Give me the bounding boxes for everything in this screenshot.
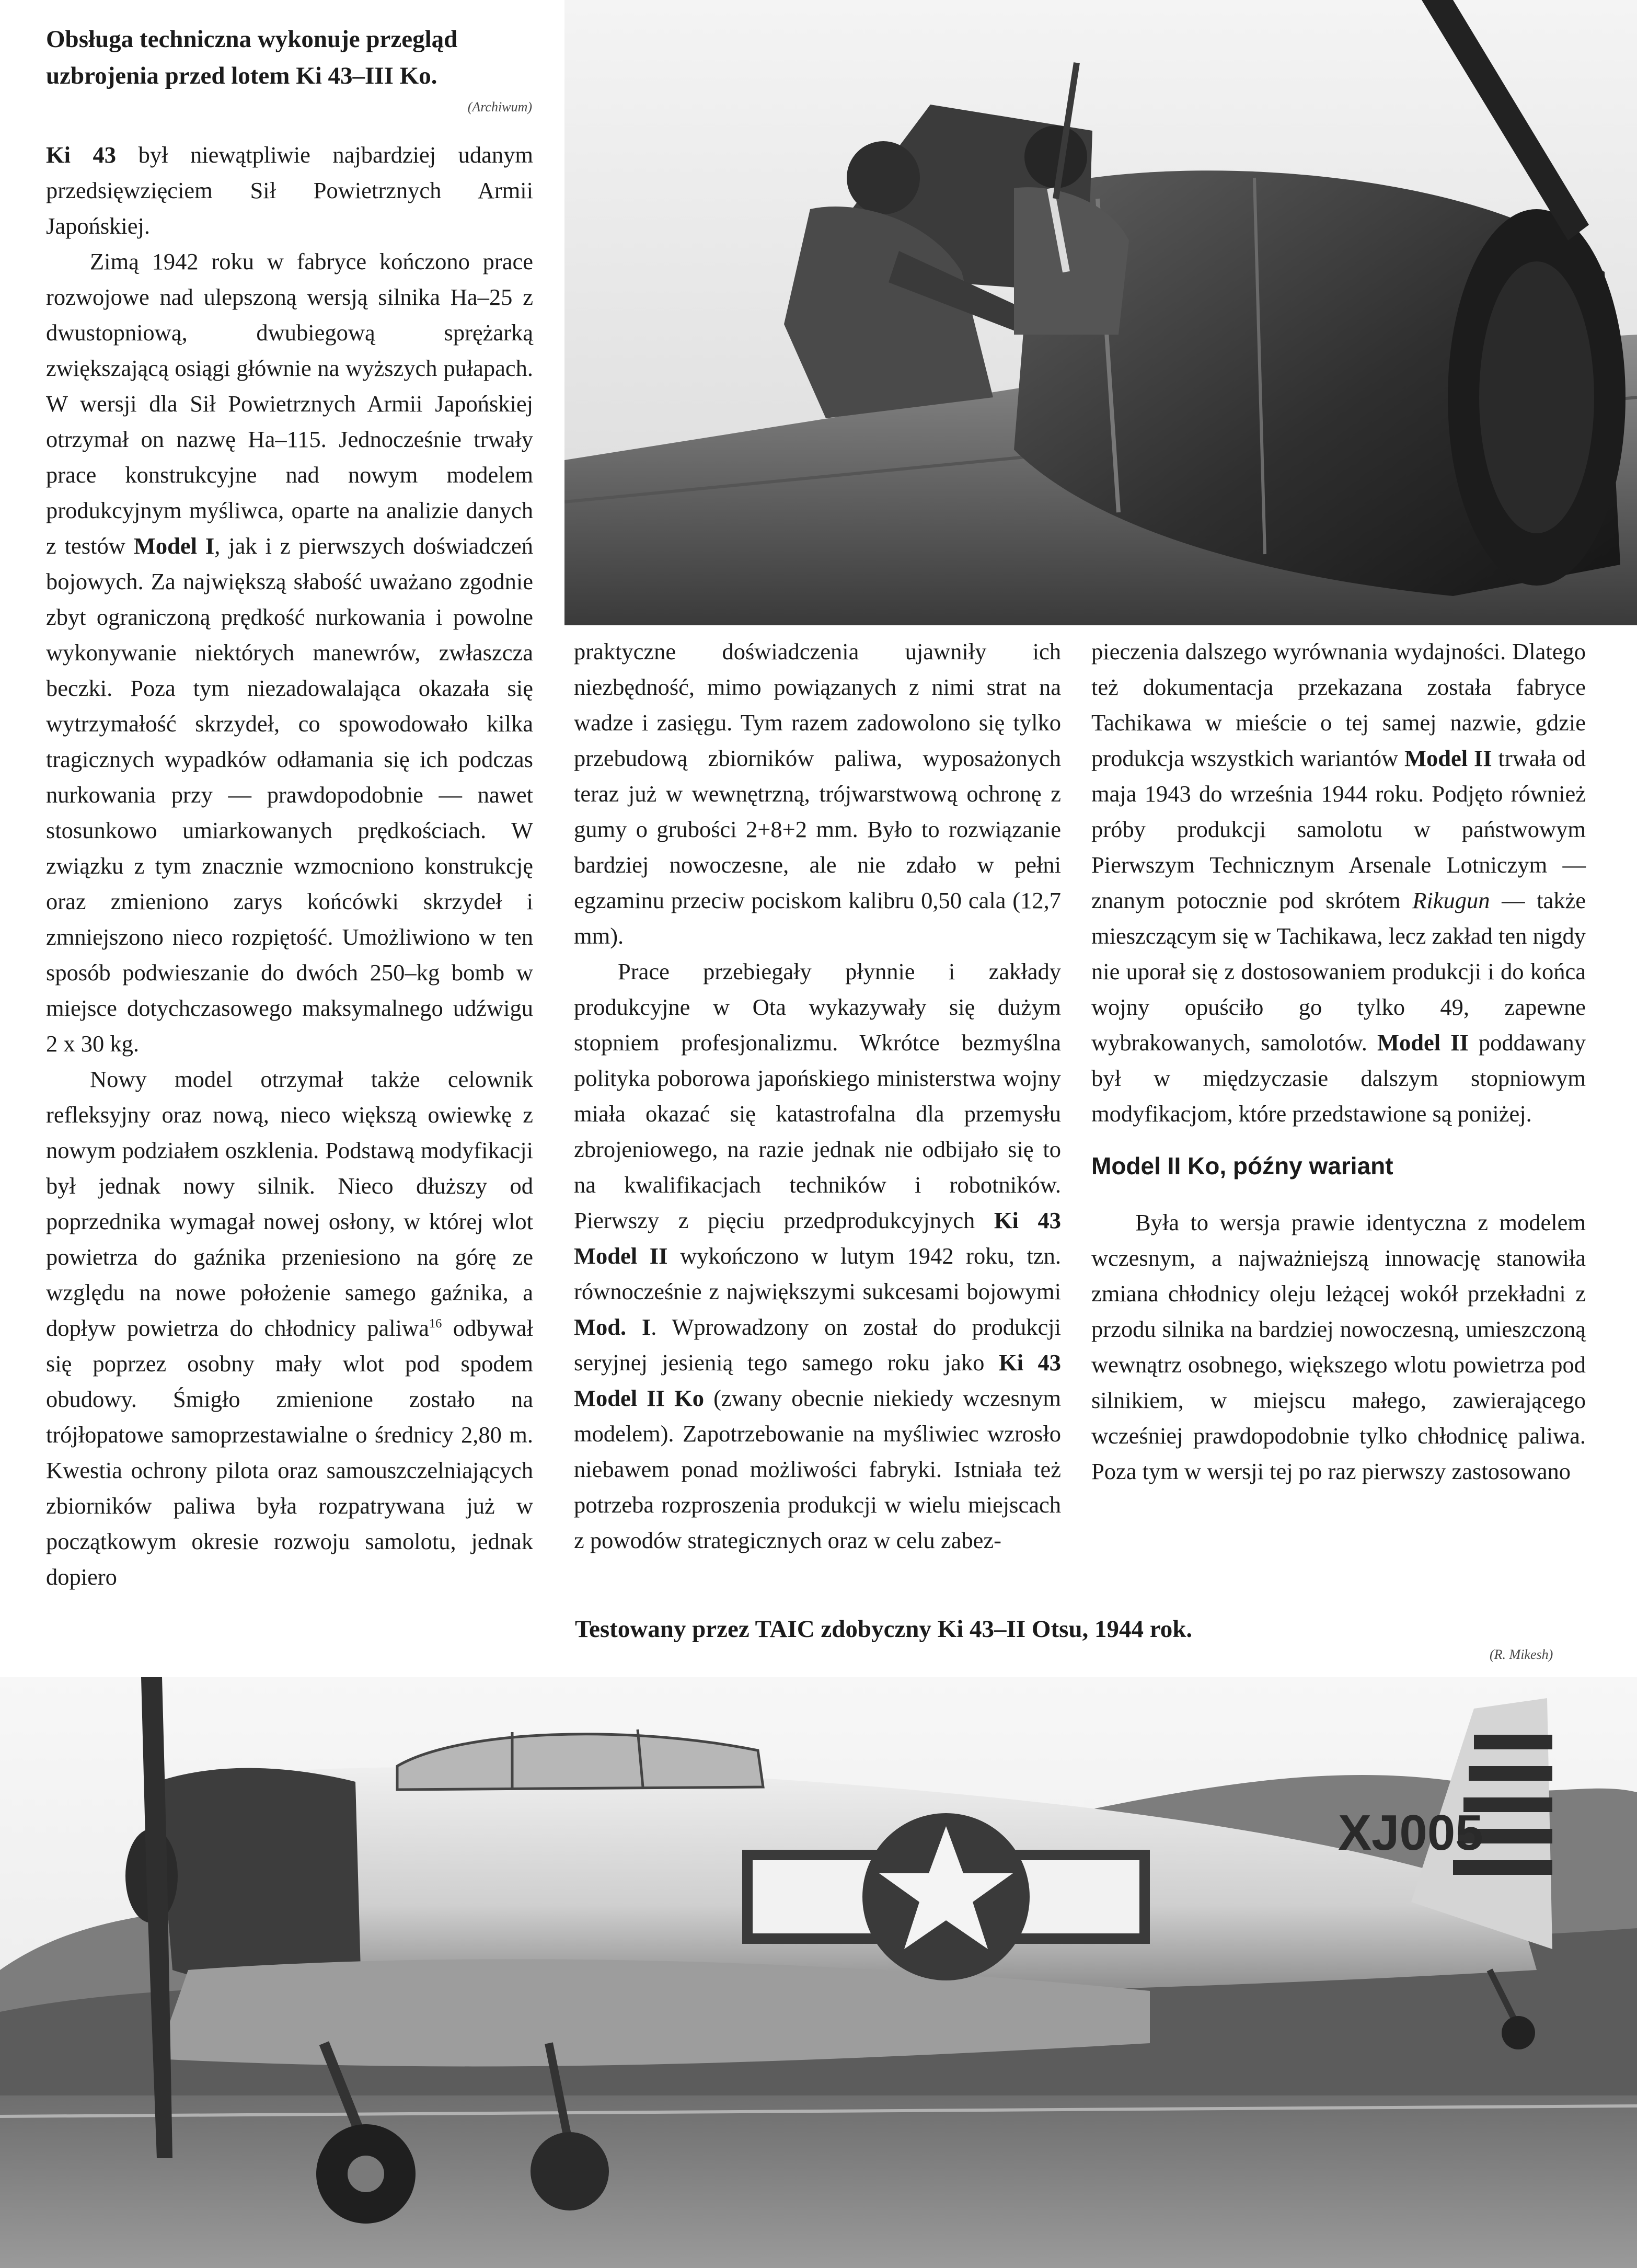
paragraph: Ki 43 był niewątpliwie najbardziej udanym przedsięwzięciem Sił Powietrznych Armii Japońskiej. xyxy=(46,142,533,239)
paragraph: praktyczne doświadczenia ujawniły ich niezbędność, mimo powiązanych z nimi strat na wadze i zasięgu. Tym razem zadowolono się tylko przebudową zbiorników paliwa, wyposażonych teraz już w wewnętrzną, trójwarstwową ochronę z gumy o grubości 2+8+2 mm. Było to rozwiązanie bardziej nowoczesne, ale nie zdało w pełni egzaminu przeciw pociskom kalibru 0,50 cala (12,7 mm). xyxy=(574,638,1061,949)
text-column-3 xyxy=(1091,634,1586,1489)
photo-mechanics-engine xyxy=(564,0,1637,625)
text-column-2 xyxy=(574,634,1061,1558)
paragraph: Była to wersja prawie identyczna z modelem wczesnym, a najważniejszą innowację stanowiła zmiana chłodnicy oleju leżącej wokół przekładni z przodu silnika na bardziej nowoczesną, umieszczoną wewnątrz osobnego, większego wlotu powietrza pod silnikiem, w miejscu małego, zawierającego wcześniej prawdopodobnie tylko chłodnicę paliwa. Poza tym w wersji tej po raz pierwszy zastosowano xyxy=(1091,1209,1586,1484)
paragraph: Nowy model otrzymał także celownik refleksyjny oraz nową, nieco większą owiewkę z nowym podziałem oszklenia. Podstawą modyfikacji był jednak nowy silnik. Nieco dłuższy od poprzednika wymagał nowej osłony, w której wlot powietrza do gaźnika przeniesiono na górę ze względu na nowe położenie samego gaźnika, a dopływ powietrza do chłodnicy paliwa$^{16}$ odbywał się poprzez osobny mały wlot pod spodem obudowy. Śmigło zmienione zostało na trójłopatowe samoprzestawialne o średnicy 2,80 m. Kwestia ochrony pilota oraz samouszczelniających zbiorników paliwa była rozpatrywana już w początkowym okresie rozwoju samolotu, jednak dopiero xyxy=(46,1066,533,1590)
paragraph: pieczenia dalszego wyrównania wydajności. Dlatego też dokumentacja przekazana została fabryce Tachikawa w mieście o tej samej nazwie, gdzie produkcja wszystkich wariantów Model II trwała od maja 1943 do września 1944 roku. Podjęto również próby produkcji samolotu w państwowym Pierwszym Technicznym Arsenale Lotniczym — znanym potocznie pod skrótem Rikugun — także mieszczącym się w Tachikawa, lecz zakład ten nigdy nie uporał się z dostosowaniem produkcji i do końca wojny opuściło go tylko 49, zapewne wybrakowanych, samolotów. Model II poddawany był w międzyczasie dalszym stopniowym modyfikacjom, które przedstawione są poniżej. xyxy=(1091,638,1586,1127)
text-column-1 xyxy=(46,137,533,1595)
paragraph: Prace przebiegały płynnie i zakłady produkcyjne w Ota wykazywały się dużym stopniem profesjonalizmu. Wkrótce bezmyślna polityka poborowa japońskiego ministerstwa wojny miała okazać się katastrofalna dla przemysłu zbrojeniowego, na razie jednak nie odbijało się to na kwalifikacjach techników i robotników. Pierwszy z pięciu przedprodukcyjnych Ki 43 Model II wykończono w lutym 1942 roku, tzn. równocześnie z największymi sukcesami bojowymi Mod. I. Wprowadzony on został do produkcji seryjnej jesienią tego samego roku jako Ki 43 Model II Ko (zwany obecnie niekiedy wczesnym modelem). Zapotrzebowanie na myśliwiec wzrosło niebawem ponad możliwości fabryki. Istniała też potrzeba rozproszenia produkcji w wielu miejscach z powodów strategicznych oraz w celu zabez- xyxy=(574,958,1062,1553)
paragraph: Zimą 1942 roku w fabryce kończono prace rozwojowe nad ulepszoną wersją silnika Ha–25 z dwustopniową, dwubiegową sprężarką zwiększającą osiągi głównie na wyższych pułapach. W wersji dla Sił Powietrznych Armii Japońskiej otrzymał on nazwę Ha–115. Jednocześnie trwały prace konstrukcyjne nad nowym modelem produkcyjnym myśliwca, oparte na analizie danych z testów Model I, jak i z pierwszych doświadczeń bojowych. Za największą słabość uważano zgodnie zbyt ograniczoną prędkość nurkowania i powolne wykonywanie niektórych manewrów, zwłaszcza beczki. Poza tym niezadowalająca okazała się wytrzymałość skrzydeł, co spowodowało kilka tragicznych wypadków odłamania się ich podczas nurkowania przy — prawdopodobnie — nawet stosunkowo umiarkowanych prędkościach. W związku z tym znacznie wzmocniono konstrukcję oraz zmieniono zarys końcówki skrzydeł i zmniejszono nieco rozpiętość. Umożliwiono w ten sposób podwieszanie do dwóch 250–kg bomb w miejsce dotychczasowego maksymalnego udźwigu 2 x 30 kg. xyxy=(46,248,534,1057)
section-heading: Model II Ko, późny wariant xyxy=(1091,1152,1393,1179)
photo-captured-aircraft xyxy=(0,1677,1637,2268)
aircraft-marking: XJ005 xyxy=(1338,1805,1483,1861)
photo-caption-bottom: Testowany przez TAIC zdobyczny Ki 43–II Otsu, 1944 rok. xyxy=(575,1616,1193,1643)
photo-credit-top: (Archiwum) xyxy=(467,99,532,114)
photo-credit-bottom: (R. Mikesh) xyxy=(1490,1647,1553,1662)
footnote-ref: 16 xyxy=(429,1316,442,1331)
photo-caption-top: Obsługa techniczna wykonuje przegląd uzbrojenia przed lotem Ki 43–III Ko. xyxy=(46,26,458,89)
